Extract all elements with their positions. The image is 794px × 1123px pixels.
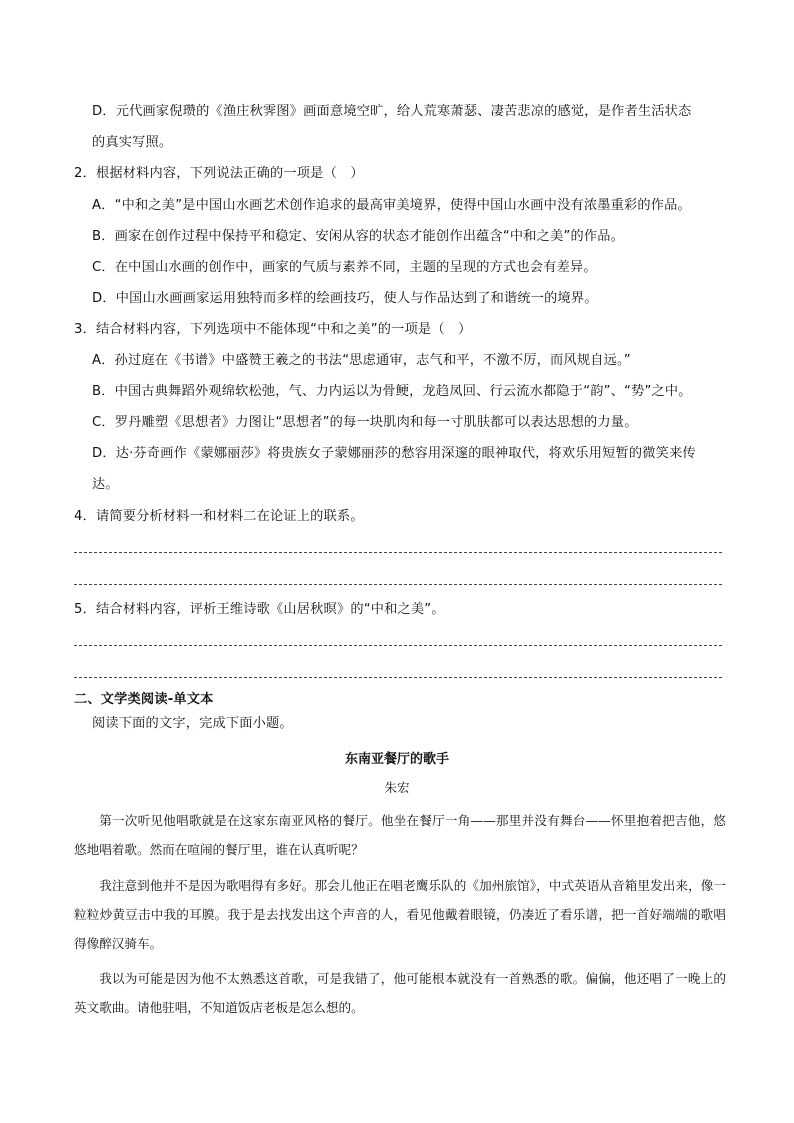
q3-option-d-line2: 达。	[92, 477, 119, 492]
story-paragraph-3: 我以为可能是因为他不太熟悉这首歌，可是我错了，他可能根本就没有一首熟悉的歌。偏偏，他还唱了一晚上的英文歌曲。请他驻唱，不知道饭店老板是怎么想的。	[74, 971, 726, 1015]
q3-option-d: D．达·芬奇画作《蒙娜丽莎》将贵族女子蒙娜丽莎的愁容用深邃的眼神取代，将欢乐用短暂的微笑来传	[92, 446, 696, 461]
q3-option-a: A．孙过庭在《书谱》中盛赞王羲之的书法“思虑通审，志气和平，不激不厉，而风规自远。”	[92, 353, 631, 368]
q3-option-c: C．罗丹雕塑《思想者》力图让“思想者”的每一块肌肉和每一寸肌肤都可以表达思想的力量。	[92, 415, 638, 430]
section-heading: 二、文学类阅读-单文本	[74, 692, 214, 707]
q1-option-d-line1: D．元代画家倪瓒的《渔庄秋霁图》画面意境空旷，给人荒寒萧瑟、凄苦悲凉的感觉，是作者生活状态	[92, 104, 692, 119]
q3-stem: 3．结合材料内容，下列选项中不能体现“中和之美”的一项是（ ）	[74, 322, 472, 337]
q3-option-b: B．中国古典舞蹈外观绵软松弛，气、力内运以为骨鲠，龙趋凤回、行云流水都隐于“韵”、“势”之中。	[92, 384, 692, 399]
answer-line[interactable]	[74, 645, 722, 646]
q2-stem: 2．根据材料内容，下列说法正确的一项是（ ）	[74, 166, 364, 181]
q2-option-b: B．画家在创作过程中保持平和稳定、安闲从容的状态才能创作出蕴含“中和之美”的作品。	[92, 229, 625, 244]
q2-option-a: A．“中和之美”是中国山水画艺术创作追求的最高审美境界，使得中国山水画中没有浓墨重彩的作品。	[92, 198, 691, 213]
q1-option-d-line2: 的真实写照。	[92, 135, 173, 150]
story-author: 朱宏	[384, 780, 410, 795]
q5-stem: 5．结合材料内容，评析王维诗歌《山居秋暝》的“中和之美”。	[74, 602, 445, 617]
story-paragraph-1: 第一次听见他唱歌就是在这家东南亚风格的餐厅。他坐在餐厅一角——那里并没有舞台——怀里抱着把吉他，悠悠地唱着歌。然而在喧闹的餐厅里，谁在认真听呢？	[74, 813, 726, 857]
section-instruction: 阅读下面的文字，完成下面小题。	[92, 716, 293, 731]
answer-line[interactable]	[74, 584, 722, 585]
q4-stem: 4．请简要分析材料一和材料二在论证上的联系。	[74, 509, 364, 524]
q2-option-d: D．中国山水画画家运用独特而多样的绘画技巧，使人与作品达到了和谐统一的境界。	[92, 291, 598, 306]
answer-line[interactable]	[74, 552, 722, 553]
answer-line[interactable]	[74, 677, 722, 678]
story-paragraph-2: 我注意到他并不是因为歌唱得有多好。那会儿他正在唱老鹰乐队的《加州旅馆》，中式英语从音箱里发出来，像一粒粒炒黄豆击中我的耳膜。我于是去找发出这个声音的人，看见他戴着眼镜，仍凑近了看乐谱，把一首好端端的歌唱得像醉汉骑车。	[74, 878, 726, 951]
story-title: 东南亚餐厅的歌手	[344, 752, 449, 767]
q2-option-c: C．在中国山水画的创作中，画家的气质与素养不同，主题的呈现的方式也会有差异。	[92, 260, 597, 275]
